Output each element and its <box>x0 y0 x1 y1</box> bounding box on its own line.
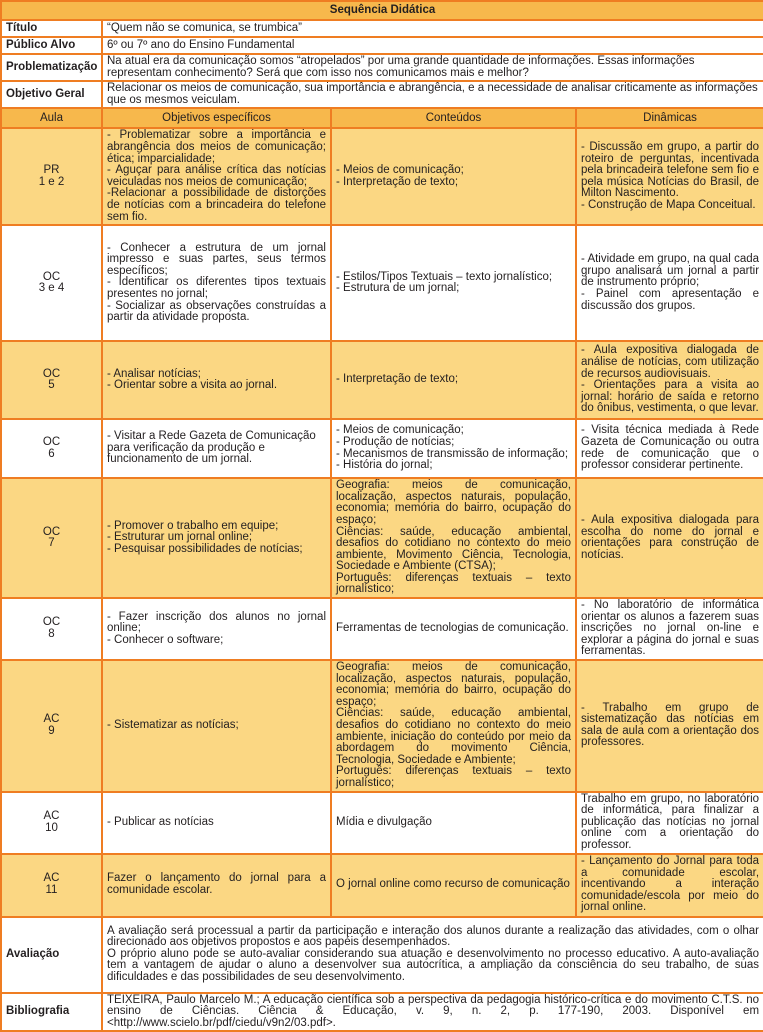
conteudo-item: Ferramentas de tecnologias de comunicação. <box>336 622 569 635</box>
conteudo-item: Português: diferenças textuais – texto jornalístico; <box>336 765 571 789</box>
objetivos-cell <box>102 419 331 478</box>
conteudo-item: - Mecanismos de transmissão de informação; <box>336 447 569 460</box>
dinamicas-cell <box>576 128 763 225</box>
info-label: Público Alvo <box>1 37 102 54</box>
table-row <box>1 419 763 478</box>
table-row <box>1 660 763 792</box>
aula-cell <box>1 792 102 854</box>
conteudo-item: Ciências: saúde, educação ambiental, desafios do cotidiano no contexto do meio ambiente, Movimento Ciência, Tecnologia, Sociedade e Ambiente (CTSA); <box>336 525 571 573</box>
info-row-titulo <box>1 20 763 37</box>
info-label: Problematização <box>1 54 102 81</box>
dinamica-item: - Lançamento do Jornal para toda a comunidade escolar, incentivando a interação comunidade/escola por meio do jornal online. <box>581 855 760 914</box>
dinamica-item: - Orientações para a visita ao jornal: horário de saída e retorno do ônibus, vestimenta, o que levar. <box>581 379 760 415</box>
conteudos-cell <box>331 225 576 341</box>
dinamica-item: - Atividade em grupo, na qual cada grupo analisará um jornal a partir de instrumento próprio; <box>581 253 760 289</box>
avaliacao-label: Avaliação <box>1 917 102 993</box>
objetivo-item: - Conhecer o software; <box>107 633 224 646</box>
conteudos-cell <box>331 128 576 225</box>
aula-number: 1 e 2 <box>38 175 65 188</box>
conteudo-item: Mídia e divulgação <box>336 815 432 828</box>
table-row <box>1 598 763 660</box>
dinamicas-cell <box>576 598 763 660</box>
bibliografia-row <box>1 993 763 1032</box>
objetivos-cell <box>102 478 331 598</box>
dinamica-item: - Trabalho em grupo de sistematização das notícias em sala de aula com a orientação dos professores. <box>581 701 760 749</box>
aula-code: OC <box>42 525 61 538</box>
info-label: Título <box>1 20 102 37</box>
objetivos-cell <box>102 854 331 917</box>
dinamicas-cell <box>576 341 763 419</box>
conteudo-item: O jornal online como recurso de comunicação <box>336 878 570 891</box>
aula-cell <box>1 598 102 660</box>
bibliografia-label: Bibliografia <box>1 993 102 1032</box>
objetivos-cell <box>102 341 331 419</box>
column-header: Conteúdos <box>331 108 576 128</box>
aula-code: OC <box>42 270 61 283</box>
objetivo-item: - Analisar notícias; <box>107 367 201 380</box>
conteudo-item: - Meios de comunicação; <box>336 424 464 437</box>
aula-cell <box>1 341 102 419</box>
objetivos-cell <box>102 598 331 660</box>
conteudo-item: Português: diferenças textuais – texto jornalístico; <box>336 571 571 596</box>
objetivo-item: - Promover o trabalho em equipe; <box>107 519 279 532</box>
aula-number: 6 <box>48 447 55 460</box>
aula-code: OC <box>42 367 61 380</box>
column-header: Objetivos específicos <box>102 108 331 128</box>
dinamica-item: - Visita técnica mediada à Rede Gazeta de Comunicação ou outra rede de comunicação que o professor considerar pertinente. <box>581 424 760 472</box>
conteudos-cell <box>331 341 576 419</box>
objetivo-item: - Publicar as notícias <box>107 815 214 828</box>
info-row-publico <box>1 37 763 54</box>
info-value: Relacionar os meios de comunicação, sua importância e abrangência, e a necessidade de analisar criticamente as informações que os mesmos veiculam. <box>102 81 763 108</box>
objetivos-cell <box>102 225 331 341</box>
objetivo-item: - Visitar a Rede Gazeta de Comunicação para verificação da produção e funcionamento de um jornal. <box>107 430 316 466</box>
dinamicas-cell <box>576 478 763 598</box>
objetivo-item: - Aguçar para análise crítica das notícias veiculadas nos meios de comunicação; <box>107 164 326 188</box>
aula-cell <box>1 225 102 341</box>
objetivos-cell <box>102 128 331 225</box>
objetivos-cell <box>102 792 331 854</box>
info-row-objetivo <box>1 81 763 108</box>
conteudo-item: - História do jornal; <box>336 459 433 472</box>
objetivos-cell <box>102 660 331 792</box>
table-row <box>1 128 763 225</box>
aula-code: OC <box>42 616 61 629</box>
objetivo-item: - Sistematizar as notícias; <box>107 719 239 731</box>
table-row <box>1 854 763 917</box>
column-header-row <box>1 108 763 128</box>
aula-code: PR <box>43 164 60 177</box>
objetivo-item: - Identificar os diferentes tipos textuais presentes no jornal; <box>107 276 326 300</box>
dinamica-item: - Aula expositiva dialogada para escolha do nome do jornal e orientações para construção de notícias. <box>581 513 760 561</box>
conteudo-item: - Interpretação de texto; <box>336 175 459 188</box>
table-row <box>1 341 763 419</box>
dinamica-item: - Discussão em grupo, a partir do roteiro de perguntas, incentivada pela brincadeira telefone sem fio e pela música Notícias do Brasil, de Milton Nascimento. <box>581 140 760 200</box>
dinamicas-cell <box>576 792 763 854</box>
table-row <box>1 792 763 854</box>
dinamica-item: - Aula expositiva dialogada de análise de notícias, com utilização de recursos audiovisuais. <box>581 344 760 380</box>
aula-number: 11 <box>45 884 58 897</box>
aula-number: 7 <box>48 537 55 550</box>
dinamica-item: Trabalho em grupo, no laboratório de informática, para finalizar a publicação das notícias no jornal online com a orientação do professor. <box>581 792 760 851</box>
conteudo-item: - Produção de notícias; <box>336 436 455 449</box>
bibliografia-text: TEIXEIRA, Paulo Marcelo M.; A educação científica sob a perspectiva da pedagogia histórico-crítica e do movimento C.T.S. no ensino de Ciências. Ciência & Educação, v. 9, n. 2, p. 177-190, 2003. Disponível em <http://www.scielo.br/pdf/ciedu/v9n2/03.pdf>. <box>102 993 763 1032</box>
objetivo-item: - Fazer inscrição dos alunos no jornal online; <box>107 610 326 635</box>
aula-number: 8 <box>48 628 55 641</box>
aula-cell <box>1 660 102 792</box>
dinamicas-cell <box>576 225 763 341</box>
conteudo-item: - Estrutura de um jornal; <box>336 282 460 295</box>
dinamica-item: - No laboratório de informática orientar os alunos a fazerem suas inscrições no jornal on-line e explorar a página do jornal e suas ferramentas. <box>581 599 760 658</box>
dinamica-item: - Painel com apresentação e discussão dos grupos. <box>581 287 760 312</box>
avaliacao-paragraph: A avaliação será processual a partir da participação e interação dos alunos durante a realização das atividades, com o olhar direcionado aos objetivos propostos e aos papéis desempenhados. <box>107 924 760 949</box>
aula-cell <box>1 478 102 598</box>
objetivo-item: - Orientar sobre a visita ao jornal. <box>107 379 278 392</box>
objetivo-item: -Relacionar a possibilidade de distorções de notícias com a brincadeira do telefone sem fio. <box>107 187 326 223</box>
aula-number: 5 <box>48 379 55 392</box>
objetivo-item: - Problematizar sobre a importância e abrangência dos meios de comunicação; ética; imparcialidade; <box>107 129 326 165</box>
dinamicas-cell <box>576 419 763 478</box>
dinamicas-cell <box>576 660 763 792</box>
aula-code: AC <box>43 809 60 822</box>
info-value: “Quem não se comunica, se trumbica” <box>102 20 763 37</box>
objetivo-item: - Socializar as observações construídas a partir da atividade proposta. <box>107 299 326 324</box>
table-row <box>1 478 763 598</box>
table-title: Sequência Didática <box>1 1 763 20</box>
conteudos-cell <box>331 792 576 854</box>
conteudo-item: - Meios de comunicação; <box>336 164 464 177</box>
column-header: Aula <box>1 108 102 128</box>
avaliacao-text <box>102 917 763 993</box>
aula-cell <box>1 854 102 917</box>
conteudos-cell <box>331 660 576 792</box>
conteudos-cell <box>331 478 576 598</box>
info-value: Na atual era da comunicação somos “atropelados” por uma grande quantidade de informações. Essas informações representam conhecimento? Será que com isso nos comunicamos mais e melhor? <box>102 54 763 81</box>
table-row <box>1 225 763 341</box>
aula-code: AC <box>43 872 60 885</box>
aula-code: OC <box>42 436 61 449</box>
avaliacao-paragraph: O próprio aluno pode se auto-avaliar considerando sua atuação e desenvolvimento no processo educativo. A auto-avaliação tem a vantagem de ajudar o aluno a desenvolver sua autocrítica, a ampliação da consciência do seu trabalho, de suas dificuldades e das possibilidades de seu desenvolvimento. <box>107 947 760 983</box>
conteudo-item: - Interpretação de texto; <box>336 373 459 386</box>
info-value: 6º ou 7º ano do Ensino Fundamental <box>102 37 763 54</box>
objetivo-item: - Pesquisar possibilidades de notícias; <box>107 542 303 555</box>
conteudo-item: Geografia: meios de comunicação, localização, aspectos naturais, população, economia; memória do bairro, ocupação do espaço; <box>336 661 571 708</box>
dinamica-item: - Construção de Mapa Conceitual. <box>581 198 756 211</box>
conteudo-item: Ciências: saúde, educação ambiental, desafios do cotidiano no contexto do meio ambiente, iniciação do conteúdo por meio da abordagem do movimento Ciência, Tecnologia, Sociedade e Ambiente; <box>336 707 571 766</box>
column-header: Dinâmicas <box>576 108 763 128</box>
conteudos-cell <box>331 854 576 917</box>
info-row-problematizacao <box>1 54 763 81</box>
aula-cell <box>1 419 102 478</box>
aula-number: 10 <box>45 821 58 834</box>
avaliacao-row <box>1 917 763 993</box>
conteudos-cell <box>331 419 576 478</box>
aula-code: AC <box>43 713 60 726</box>
conteudos-cell <box>331 598 576 660</box>
conteudo-item: Geografia: meios de comunicação, localização, aspectos naturais, população, economia; memória do bairro, ocupação do espaço; <box>336 479 571 526</box>
table-title-row <box>1 1 763 20</box>
aula-number: 9 <box>48 724 55 737</box>
objetivo-item: - Conhecer a estrutura de um jornal impresso e suas partes, seus termos específicos; <box>107 241 326 277</box>
objetivo-item: Fazer o lançamento do jornal para a comunidade escolar. <box>107 872 326 897</box>
conteudo-item: - Estilos/Tipos Textuais – texto jornalístico; <box>336 270 553 283</box>
info-label: Objetivo Geral <box>1 81 102 108</box>
dinamicas-cell <box>576 854 763 917</box>
objetivo-item: - Estruturar um jornal online; <box>107 531 253 544</box>
aula-cell <box>1 128 102 225</box>
aula-number: 3 e 4 <box>38 282 65 295</box>
